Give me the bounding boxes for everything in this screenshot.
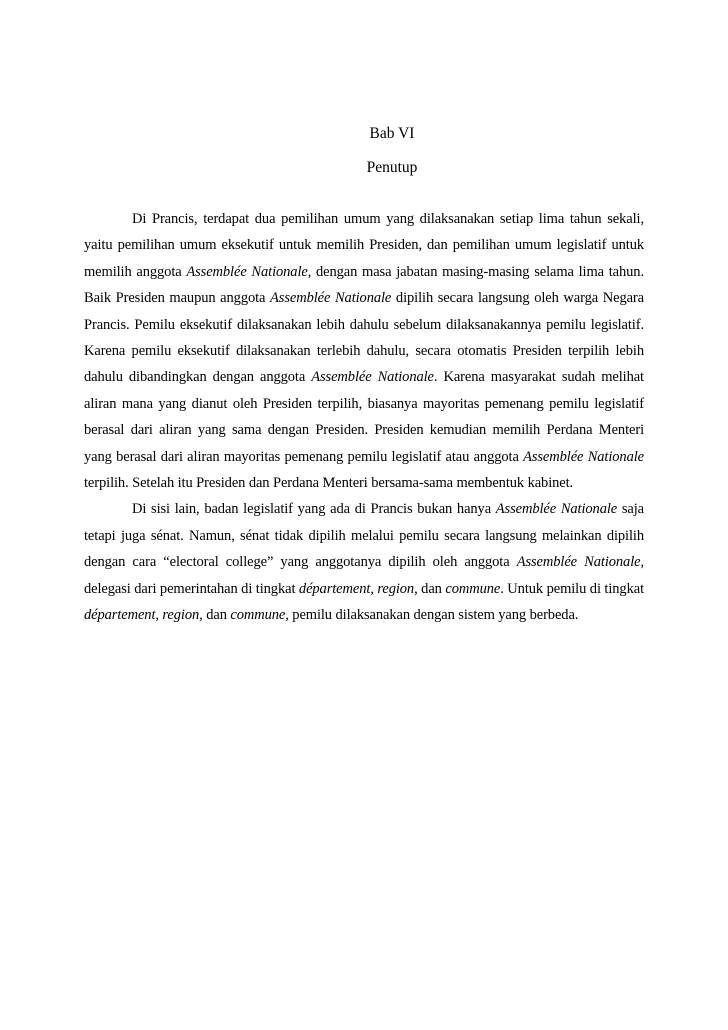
- text-run: dan: [417, 580, 446, 597]
- chapter-number: Bab VI: [369, 125, 415, 142]
- chapter-body: [84, 206, 644, 629]
- italic-term: commune: [445, 580, 501, 597]
- text-run: dengan masa jabatan masing-masing selama lima tahun. Baik Presiden maupun anggota: [84, 263, 644, 307]
- italic-term: Assemblée Nationale: [516, 554, 641, 571]
- chapter-title: Penutup: [366, 159, 418, 176]
- italic-term: Assemblée Nationale: [523, 448, 644, 465]
- italic-term: département, region,: [298, 580, 418, 597]
- text-run: dipilih secara langsung oleh warga Negara Prancis. Pemilu eksekutif dilaksanakan lebih dahulu sebelum dilaksanakannya pemilu legislatif. Karena pemilu eksekutif dilaksanakan terlebih dahulu, secara otomatis Presiden terpilih lebih dahulu dibandingkan dengan anggota: [84, 290, 644, 386]
- text-run: Di Prancis, terdapat dua pemilihan umum yang dilaksanakan setiap lima tahun sekali, yaitu pemilihan umum eksekutif untuk memilih Presiden, dan pemilihan umum legislatif untuk memilih anggota: [84, 211, 644, 280]
- italic-term: Assemblée Nationale: [270, 290, 392, 307]
- text-run: Di sisi lain, badan legislatif yang ada di Prancis bukan hanya: [132, 501, 496, 518]
- paragraph-senat: [84, 496, 644, 628]
- italic-term: Assemblée Nationale: [495, 501, 618, 518]
- italic-term: Assemblée Nationale,: [186, 263, 312, 280]
- text-run: dan: [202, 607, 231, 624]
- text-run: . Karena masyarakat sudah melihat aliran mana yang dianut oleh Presiden terpilih, biasanya mayoritas pemenang pemilu legislatif berasal dari aliran yang sama dengan Presiden. Presiden kemudian memilih Perdana Menteri yang berasal dari aliran mayoritas pemenang pemilu legislatif atau anggota: [84, 369, 644, 465]
- italic-term: commune,: [230, 607, 289, 624]
- paragraph-pemilu: [84, 206, 644, 496]
- text-run: . Untuk pemilu di tingkat: [500, 580, 644, 597]
- text-run: saja tetapi juga sénat. Namun, sénat tidak dipilih melalui pemilu secara langsung melainkan dipilih dengan cara “electoral college” yang anggotanya dipilih oleh anggota: [84, 501, 644, 571]
- italic-term: Assemblée Nationale: [311, 369, 434, 386]
- text-run: , delegasi dari pemerintahan di tingkat: [84, 554, 644, 597]
- text-run: terpilih. Setelah itu Presiden dan Perdana Menteri bersama-sama membentuk kabinet.: [84, 475, 574, 492]
- italic-term: département, region,: [84, 607, 203, 624]
- text-run: pemilu dilaksanakan dengan sistem yang berbeda.: [288, 607, 579, 624]
